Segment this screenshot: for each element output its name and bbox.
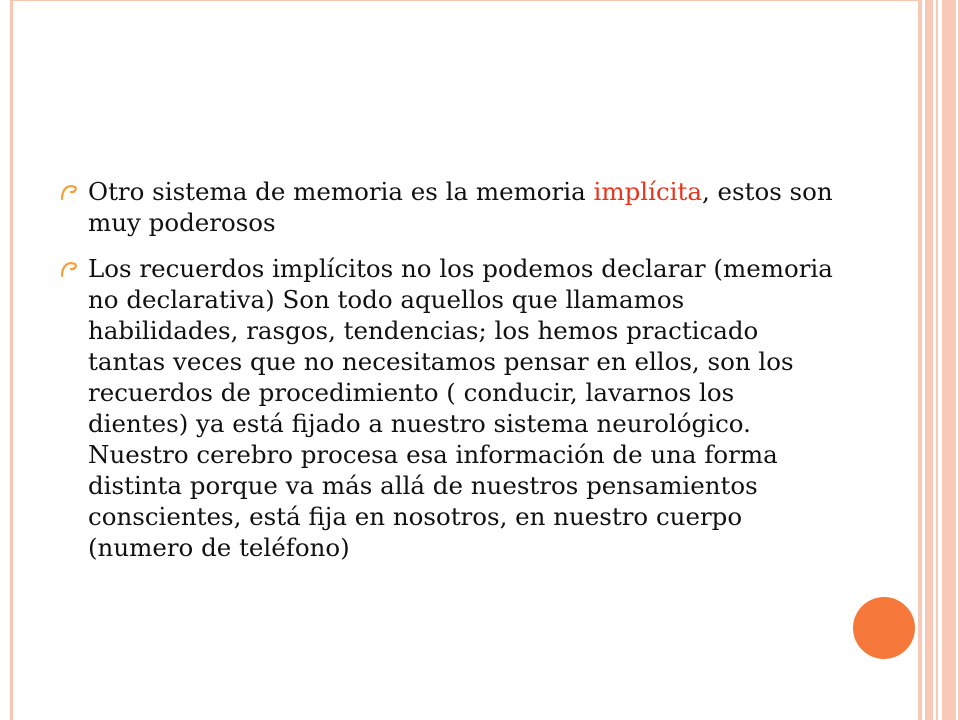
slide-content xyxy=(58,176,838,578)
bullet-text: Los recuerdos implícitos no los podemos declarar (memoria no declarativa) Son todo aquellos que llamamos habilidades, rasgos, tendencias; los hemos practicado tantas veces que no necesitamos pensar en ellos, son los recuerdos de procedimiento ( conducir, lavarnos los dientes) ya está fijado a nuestro sistema neurológico. Nuestro cerebro procesa esa información de una forma distinta porque va más allá de nuestros pensamientos conscientes, está fija en nosotros, en nuestro cuerpo (numero de teléfono) xyxy=(88,254,833,562)
bullet-item xyxy=(58,176,838,238)
decorative-stripe xyxy=(942,0,956,720)
decorative-stripe xyxy=(936,0,938,720)
bullet-text-after: , estos son muy poderosos xyxy=(88,177,833,237)
decorative-stripe xyxy=(918,0,922,720)
decorative-stripe xyxy=(925,0,933,720)
decorative-orange-circle xyxy=(853,597,915,659)
curl-bullet-icon xyxy=(60,182,78,200)
bullet-text-before: Otro sistema de memoria es la memoria xyxy=(88,177,594,206)
bullet-item xyxy=(58,253,838,563)
highlighted-term: implícita xyxy=(593,177,702,206)
curl-bullet-icon xyxy=(60,259,78,277)
